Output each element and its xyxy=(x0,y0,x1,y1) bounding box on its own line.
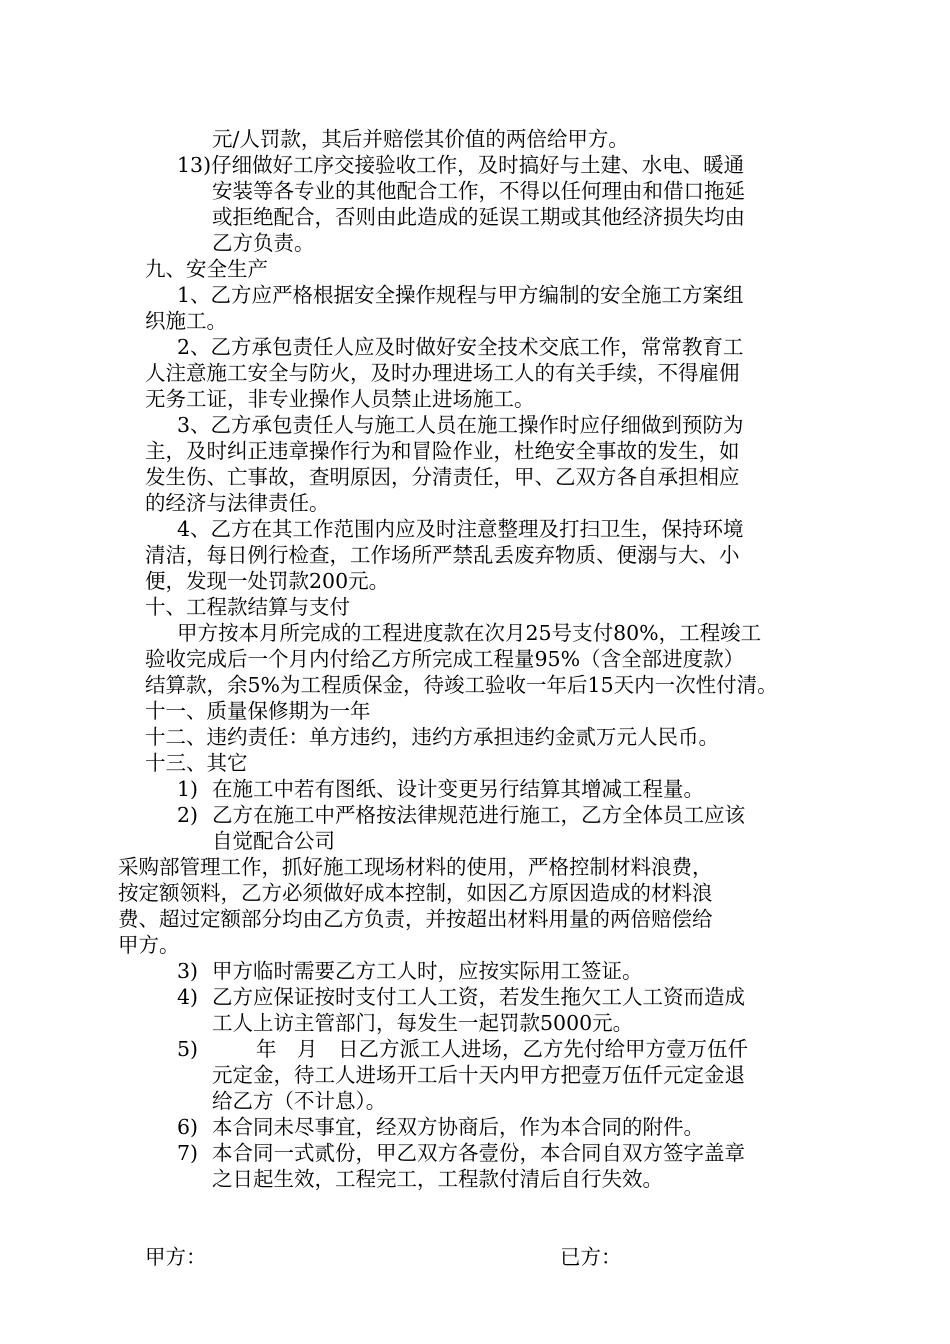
text-line: 主，及时纠正违章操作行为和冒险作业，杜绝安全事故的发生，如 xyxy=(145,439,740,463)
text-line: 本合同未尽事宜，经双方协商后，作为本合同的附件。 xyxy=(212,1115,704,1139)
text-line: 乙方在施工中严格按法律规范进行施工，乙方全体员工应该 xyxy=(212,803,745,827)
list-number: 7) xyxy=(177,1141,199,1165)
text-line: 乙方负责。 xyxy=(212,231,315,255)
text-line: 的经济与法律责任。 xyxy=(145,491,330,515)
list-number: 6) xyxy=(177,1115,199,1139)
text-line: 发生伤、亡事故，查明原因，分清责任，甲、乙双方各自承担相应 xyxy=(145,465,740,489)
text-line: 甲方临时需要乙方工人时，应按实际用工签证。 xyxy=(212,959,643,983)
text-line: 年 月 日乙方派工人进场，乙方先付给甲方壹万伍仟 xyxy=(256,1037,748,1061)
list-number: 3) xyxy=(177,959,199,983)
text-line: 费、超过定额部分均由乙方负责，并按超出材料用量的两倍赔偿给 xyxy=(118,907,713,931)
text-line: 在施工中若有图纸、设计变更另行结算其增减工程量。 xyxy=(212,777,704,801)
text-line: 1、乙方应严格根据安全操作规程与甲方编制的安全施工方案组 xyxy=(177,283,744,307)
text-line: 自觉配合公司 xyxy=(212,829,335,853)
text-line: 4、乙方在其工作范围内应及时注意整理及打扫卫生，保持环境 xyxy=(177,517,744,541)
text-line: 按定额领料，乙方必须做好成本控制，如因乙方原因造成的材料浪 xyxy=(118,881,713,905)
text-line: 之日起生效，工程完工，工程款付清后自行失效。 xyxy=(212,1167,663,1191)
party-a-signature-label: 甲方： xyxy=(145,1245,207,1269)
text-line: 无务工证，非专业操作人员禁止进场施工。 xyxy=(145,387,535,411)
section-heading: 十、工程款结算与支付 xyxy=(145,595,350,619)
text-line: 给乙方（不计息）。 xyxy=(212,1089,387,1113)
text-line: 人注意施工安全与防火，及时办理进场工人的有关手续，不得雇佣 xyxy=(145,361,740,385)
text-line: 本合同一式贰份，甲乙双方各壹份，本合同自双方签字盖章 xyxy=(212,1141,745,1165)
text-line: 元定金，待工人进场开工后十天内甲方把壹万伍仟元定金退 xyxy=(212,1063,745,1087)
text-line: 13)仔细做好工序交接验收工作，及时搞好与土建、水电、暖通 xyxy=(177,153,745,177)
text-line: 元/人罚款，其后并赔偿其价值的两倍给甲方。 xyxy=(212,127,629,151)
section-heading: 十三、其它 xyxy=(145,751,248,775)
text-line: 工人上访主管部门，每发生一起罚款5000元。 xyxy=(212,1011,634,1035)
text-line: 便，发现一处罚款200元。 xyxy=(145,569,390,593)
text-line: 甲方按本月所完成的工程进度款在次月25号支付80%，工程竣工 xyxy=(177,621,762,645)
section-heading: 十二、违约责任：单方违约，违约方承担违约金贰万元人民币。 xyxy=(145,725,719,749)
text-line: 结算款，余5%为工程质保金，待竣工验收一年后15天内一次性付清。 xyxy=(145,673,778,697)
text-line: 2、乙方承包责任人应及时做好安全技术交底工作，常常教育工 xyxy=(177,335,744,359)
text-line: 乙方应保证按时支付工人工资，若发生拖欠工人工资而造成 xyxy=(212,985,745,1009)
text-line: 采购部管理工作，抓好施工现场材料的使用，严格控制材料浪费， xyxy=(118,855,713,879)
text-line: 安装等各专业的其他配合工作，不得以任何理由和借口拖延 xyxy=(212,179,745,203)
list-number: 1) xyxy=(177,777,199,801)
text-line: 织施工。 xyxy=(145,309,227,333)
section-heading: 十一、质量保修期为一年 xyxy=(145,699,371,723)
section-heading: 九、安全生产 xyxy=(145,257,268,281)
list-number: 4) xyxy=(177,985,199,1009)
text-line: 验收完成后一个月内付给乙方所完成工程量95%（含全部进度款） xyxy=(145,647,745,671)
text-line: 或拒绝配合，否则由此造成的延误工期或其他经济损失均由 xyxy=(212,205,745,229)
list-number: 2) xyxy=(177,803,199,827)
party-b-signature-label: 已方： xyxy=(560,1245,622,1269)
text-line: 甲方。 xyxy=(118,933,180,957)
text-line: 3、乙方承包责任人与施工人员在施工操作时应仔细做到预防为 xyxy=(177,413,744,437)
text-line: 清洁，每日例行检查，工作场所严禁乱丢废弃物质、便溺与大、小 xyxy=(145,543,740,567)
list-number: 5) xyxy=(177,1037,199,1061)
